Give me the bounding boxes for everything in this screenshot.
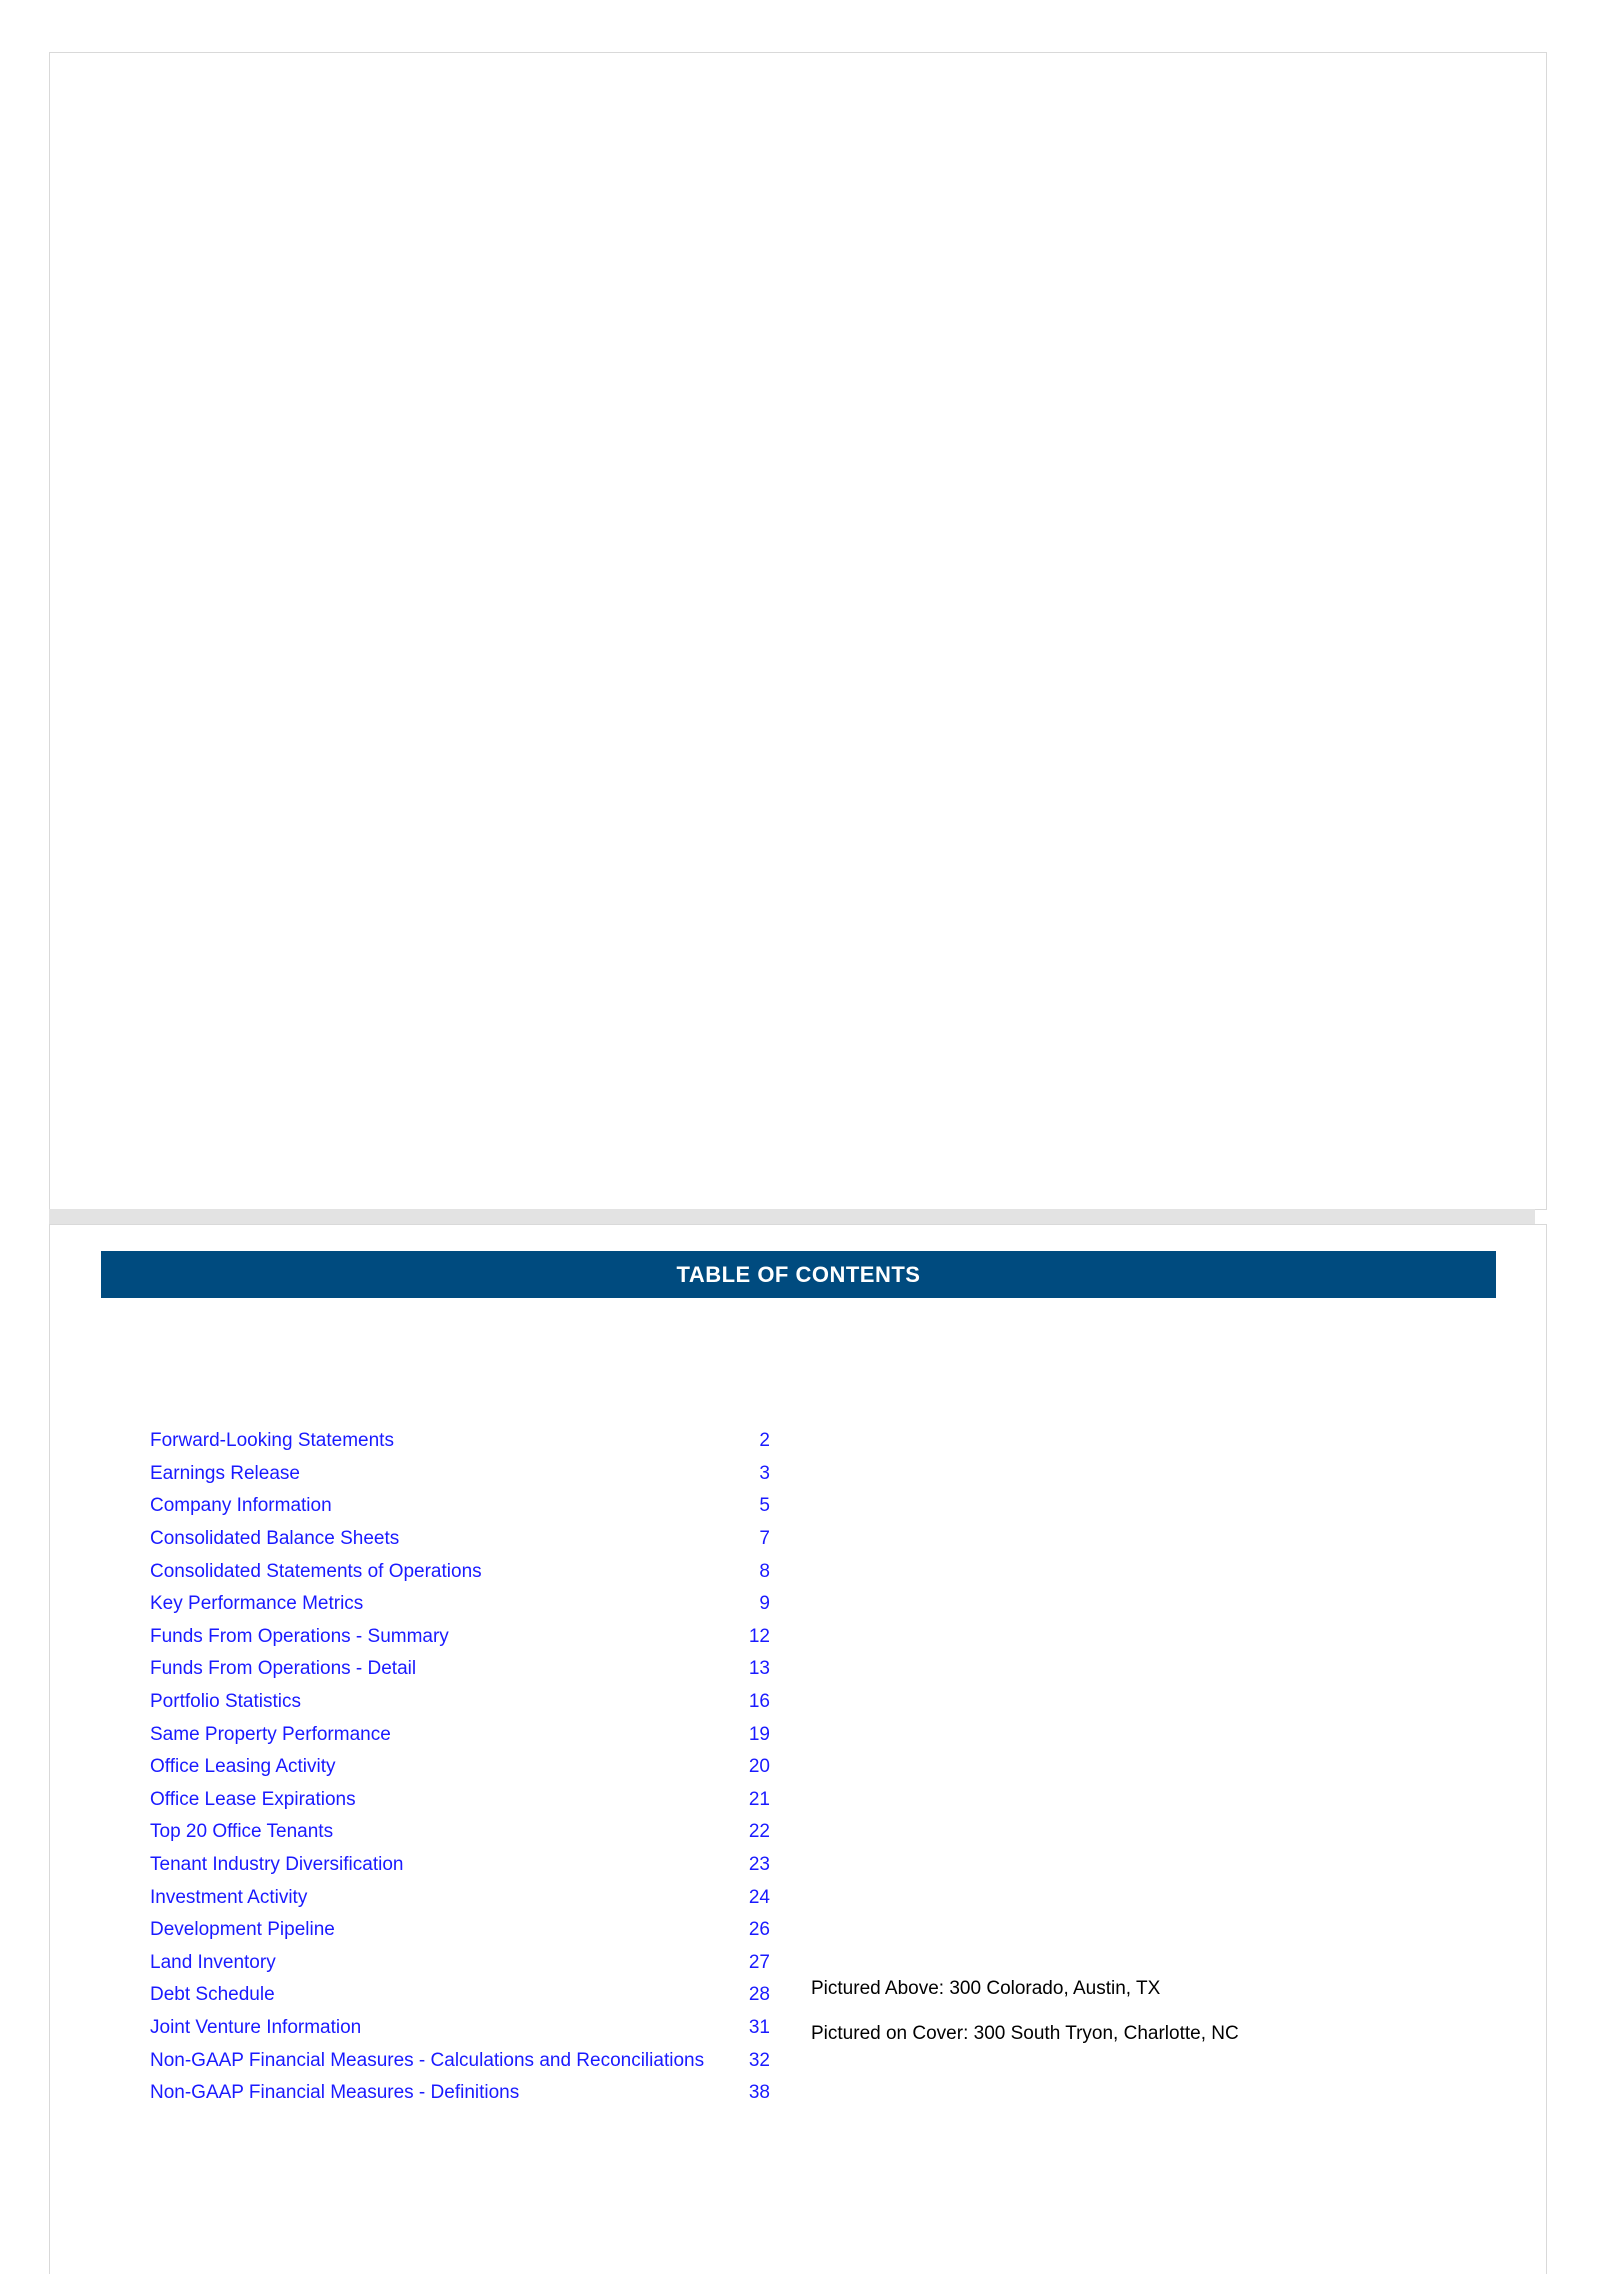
toc-entry-portfolio-statistics[interactable] xyxy=(150,1686,770,1719)
toc-entry-debt-schedule[interactable] xyxy=(150,1979,770,2012)
toc-entry-page: 26 xyxy=(748,1919,770,1941)
toc-entry-label: Funds From Operations - Detail xyxy=(150,1658,417,1680)
toc-entry-label: Tenant Industry Diversification xyxy=(150,1854,404,1876)
toc-entry-non-gaap-definitions[interactable] xyxy=(150,2077,770,2110)
toc-entry-label: Office Leasing Activity xyxy=(150,1756,336,1778)
caption-pictured-above: Pictured Above: 300 Colorado, Austin, TX xyxy=(811,1978,1161,1999)
toc-entry-label: Key Performance Metrics xyxy=(150,1593,364,1615)
toc-entry-top-20-office-tenants[interactable] xyxy=(150,1816,770,1849)
toc-entry-page: 9 xyxy=(759,1593,770,1615)
toc-entry-label: Non-GAAP Financial Measures - Calculations and Reconciliations xyxy=(150,2049,705,2071)
toc-entry-company-information[interactable] xyxy=(150,1490,770,1523)
toc-entry-page: 13 xyxy=(748,1658,770,1680)
toc-entry-office-lease-expirations[interactable] xyxy=(150,1784,770,1817)
toc-entry-office-leasing-activity[interactable] xyxy=(150,1751,770,1784)
toc-entry-earnings-release[interactable] xyxy=(150,1458,770,1491)
toc-entry-key-performance-metrics[interactable] xyxy=(150,1588,770,1621)
toc-entry-page: 20 xyxy=(748,1756,770,1778)
caption-pictured-on-cover: Pictured on Cover: 300 South Tryon, Charlotte, NC xyxy=(811,2023,1239,2044)
toc-entry-tenant-industry-diversification[interactable] xyxy=(150,1849,770,1882)
toc-entry-page: 3 xyxy=(759,1462,770,1484)
toc-entry-label: Earnings Release xyxy=(150,1462,300,1484)
page-separator xyxy=(49,1209,1535,1225)
toc-entry-ffo-summary[interactable] xyxy=(150,1621,770,1654)
toc-entry-label: Land Inventory xyxy=(150,1951,276,1973)
toc-entry-ffo-detail[interactable] xyxy=(150,1653,770,1686)
toc-entry-page: 16 xyxy=(748,1691,770,1713)
cover-photo-page xyxy=(49,52,1547,1210)
toc-entry-consolidated-statements-of-operations[interactable] xyxy=(150,1555,770,1588)
toc-entry-label: Development Pipeline xyxy=(150,1919,335,1941)
toc-entry-label: Consolidated Balance Sheets xyxy=(150,1528,400,1550)
toc-entry-consolidated-balance-sheets[interactable] xyxy=(150,1523,770,1556)
toc-entry-label: Joint Venture Information xyxy=(150,2016,362,2038)
toc-entry-page: 8 xyxy=(759,1560,770,1582)
toc-entry-page: 23 xyxy=(748,1854,770,1876)
toc-entry-label: Top 20 Office Tenants xyxy=(150,1821,334,1843)
toc-entry-page: 32 xyxy=(748,2049,770,2071)
toc-entry-label: Debt Schedule xyxy=(150,1984,275,2006)
toc-entry-page: 38 xyxy=(748,2082,770,2104)
toc-entry-page: 27 xyxy=(748,1951,770,1973)
toc-entry-land-inventory[interactable] xyxy=(150,1947,770,1980)
toc-entry-label: Non-GAAP Financial Measures - Definitions xyxy=(150,2082,520,2104)
toc-entry-forward-looking-statements[interactable] xyxy=(150,1425,770,1458)
toc-entry-label: Company Information xyxy=(150,1495,332,1517)
toc-list xyxy=(150,1425,770,2109)
toc-entry-label: Consolidated Statements of Operations xyxy=(150,1560,482,1582)
toc-entry-label: Office Lease Expirations xyxy=(150,1788,356,1810)
toc-entry-page: 7 xyxy=(759,1528,770,1550)
toc-entry-page: 31 xyxy=(748,2016,770,2038)
toc-entry-page: 2 xyxy=(759,1430,770,1452)
toc-entry-page: 28 xyxy=(748,1984,770,2006)
toc-entry-page: 22 xyxy=(748,1821,770,1843)
photo-captions xyxy=(811,1978,1239,2068)
toc-title: TABLE OF CONTENTS xyxy=(101,1251,1496,1298)
toc-entry-page: 5 xyxy=(759,1495,770,1517)
toc-entry-investment-activity[interactable] xyxy=(150,1881,770,1914)
toc-entry-development-pipeline[interactable] xyxy=(150,1914,770,1947)
toc-entry-page: 24 xyxy=(748,1886,770,1908)
toc-entry-label: Same Property Performance xyxy=(150,1723,391,1745)
toc-entry-page: 21 xyxy=(748,1788,770,1810)
toc-entry-joint-venture-information[interactable] xyxy=(150,2012,770,2045)
toc-entry-same-property-performance[interactable] xyxy=(150,1718,770,1751)
toc-entry-label: Forward-Looking Statements xyxy=(150,1430,394,1452)
toc-entry-page: 19 xyxy=(748,1723,770,1745)
toc-entry-page: 12 xyxy=(748,1625,770,1647)
toc-entry-label: Funds From Operations - Summary xyxy=(150,1625,449,1647)
toc-entry-label: Portfolio Statistics xyxy=(150,1691,301,1713)
toc-entry-non-gaap-calculations[interactable] xyxy=(150,2044,770,2077)
toc-entry-label: Investment Activity xyxy=(150,1886,308,1908)
